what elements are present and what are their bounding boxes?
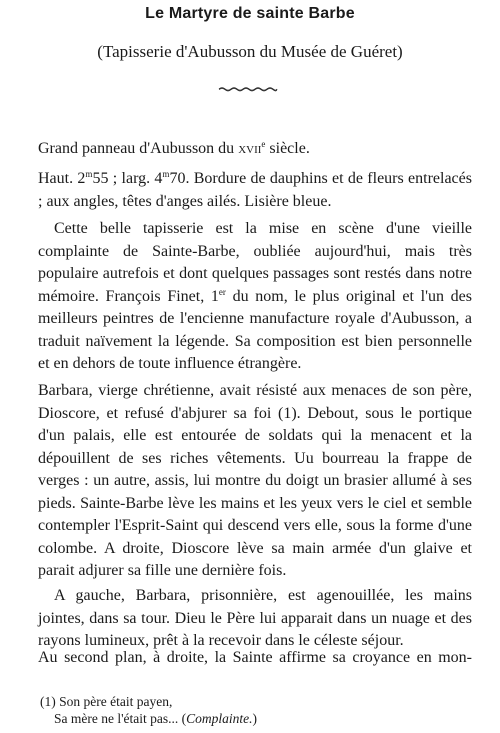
intro-text: Grand panneau d'Aubusson du (38, 140, 239, 157)
paragraph-scene-main: Barbara, vierge chrétienne, avait résisté aux menaces de son père, Dioscore, et refusé d'abjurer sa foi (1). Debout, sous le portique d'un palais, elle est entourée de soldats qui la menacent et la dépouillent de ses riches vêtements. Uu bourreau la frappe de verges : un autre, assis, lui montre du doigt un brasier allumé à ses pieds. Sainte-Barbe lève les mains et les yeux vers le ciel et semble contempler l'Esprit-Saint qui descend vers elle, sous la forme d'une colombe. A droite, Dioscore lève sa main armée d'un glaive et parait adjurer sa fille une dernière fois. (38, 382, 472, 579)
paragraph-intro (38, 138, 472, 161)
intro-text-end: siècle. (265, 140, 310, 157)
dimensions-width: 55 ; larg. 4 (92, 170, 163, 187)
footnote-source: Complainte. (186, 710, 253, 726)
footnote-line-1 (40, 694, 257, 711)
footnote-close-paren: ) (252, 710, 258, 726)
footnote-line-2 (40, 711, 257, 728)
page-subtitle: (Tapisserie d'Aubusson du Musée de Guéret) (97, 42, 403, 61)
height-unit: m (85, 169, 93, 179)
century-numeral: xvii (238, 140, 262, 157)
width-unit: m (162, 169, 170, 179)
dimensions-height: Haut. 2 (38, 170, 86, 187)
dimensions-description: 70. Bordure de dauphins et de fleurs entrelacés ; aux angles, têtes d'anges ailés. Lisière bleue. (38, 170, 472, 210)
century-superscript: e (261, 139, 266, 149)
page-title: Le Martyre de sainte Barbe (145, 5, 355, 22)
ornament-divider-icon (218, 86, 278, 92)
footnote-marker: (1) (40, 694, 56, 709)
paragraph-scene-background: Au second plan, à droite, la Sainte affirme sa croyance en mon- (38, 649, 472, 666)
footnote-text-2: Sa mère ne l'était pas... ( (54, 710, 187, 726)
paragraph-dimensions (38, 168, 472, 213)
paragraph-description (38, 218, 472, 376)
description-text: Cette belle tapisserie est la mise en scène d'une vieille complainte de Sainte-Barbe, oubliée aujourd'hui, mais très populaire autrefois et dont quelques passages sont restés dans notre mémoire. François Finet, 1 (38, 220, 472, 305)
footnote-text-1: Son père était payen, (59, 694, 173, 709)
ordinal-superscript: er (218, 286, 226, 297)
footnote (40, 694, 257, 727)
paragraph-scene-left: A gauche, Barbara, prisonnière, est agenouillée, les mains jointes, dans sa tour. Dieu le Père lui apparait dans un nuage et des rayons lumineux, prêt à la recevoir dans le céleste séjour. (38, 587, 472, 649)
description-text-end: du nom, le plus original et l'un des meilleurs peintres de l'encienne manufacture royale d'Aubusson, a traduit naïvement la légende. Sa composition est bien personnelle et en dehors de toute influence étrangère. (38, 287, 472, 372)
